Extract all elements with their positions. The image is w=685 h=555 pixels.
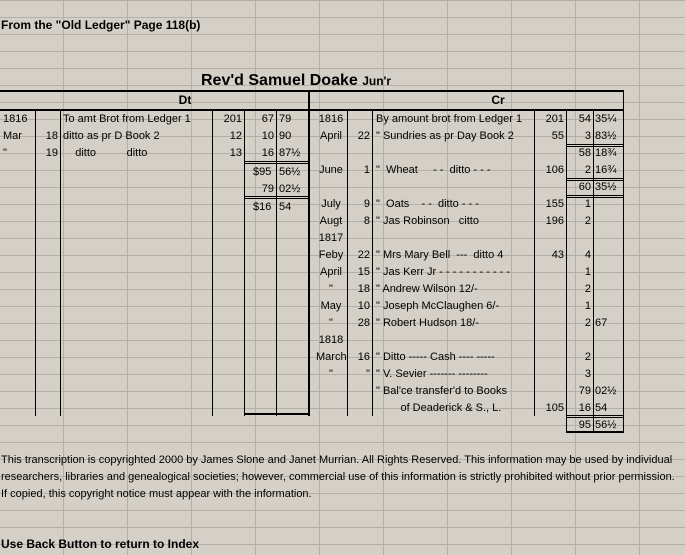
cr-dollars: 2 xyxy=(584,351,591,363)
cr-date-month: " xyxy=(329,317,333,329)
cr-folio: 201 xyxy=(545,113,564,125)
dt-sum1-dollars: $95 xyxy=(253,166,272,178)
cr-date-month: 1818 xyxy=(318,334,344,346)
cr-description: " Oats - - ditto - - - xyxy=(376,198,479,210)
cr-dollars: 3 xyxy=(584,368,591,380)
cr-dollars: 3 xyxy=(584,130,591,142)
cr-date-day: 1 xyxy=(363,164,370,176)
dt-cents: 90 xyxy=(279,130,292,142)
cr-date-day: 10 xyxy=(357,300,370,312)
cr-cents: 18¾ xyxy=(595,147,617,159)
cr-folio: 55 xyxy=(551,130,564,142)
dt-folio: 201 xyxy=(223,113,242,125)
dt-description: ditto ditto xyxy=(63,147,148,159)
cr-description: " Joseph McClaughen 6/- xyxy=(376,300,500,312)
dt-date-day: 19 xyxy=(45,147,58,159)
dt-dollars: 10 xyxy=(261,130,274,142)
cr-date-day: 16 xyxy=(357,351,370,363)
table-top-rule xyxy=(0,90,624,92)
cr-col-divider xyxy=(372,110,373,416)
back-to-index-note: Use Back Button to return to Index xyxy=(1,537,200,551)
cr-cents: 56½ xyxy=(595,419,617,431)
dt-cents: 87½ xyxy=(279,147,301,159)
dt-date-month: " xyxy=(3,147,7,159)
dt-folio: 12 xyxy=(229,130,242,142)
cr-description: " Mrs Mary Bell --- ditto 4 xyxy=(376,249,504,261)
cr-dollars: 1 xyxy=(584,198,591,210)
cr-description: " Jas Robinson citto xyxy=(376,215,479,227)
cr-description: " Bal'ce transfer'd to Books xyxy=(376,385,508,397)
account-suffix: Jun'r xyxy=(362,74,392,88)
cr-date-month: April xyxy=(319,266,342,278)
dt-dollars: 16 xyxy=(261,147,274,159)
cr-dollars: 2 xyxy=(584,215,591,227)
dt-col-divider xyxy=(276,110,277,416)
cr-dollars: 58 xyxy=(578,147,591,159)
dt-bottom-rule xyxy=(244,413,308,415)
dt-date-month: 1816 xyxy=(3,113,28,125)
account-name: Rev'd Samuel Doake xyxy=(201,72,358,89)
cr-dollars: 2 xyxy=(584,164,591,176)
cr-date-month: April xyxy=(319,130,342,142)
dt-cents: 79 xyxy=(279,113,292,125)
cr-cents: 54 xyxy=(595,402,608,414)
copyright-notice: This transcription is copyrighted 2000 by James Slone and Janet Murrian. All Rights Reserved. This information may be used by individual researchers, libraries and genealogical societies; however, commercial use of this information is strictly prohibited without prior permission. If copied, this copyright notice must appear with the information. xyxy=(1,454,675,500)
dt-total-cents: 54 xyxy=(279,201,292,213)
cr-date-day: 22 xyxy=(357,130,370,142)
cr-date-month: March xyxy=(316,351,347,363)
cr-dollars: 60 xyxy=(578,181,591,193)
cr-dollars: 1 xyxy=(584,266,591,278)
dt-total-dollars: $16 xyxy=(253,201,272,213)
cr-date-day: 15 xyxy=(357,266,370,278)
cr-cents: 16¾ xyxy=(595,164,617,176)
cr-dollars: 54 xyxy=(578,113,591,125)
cr-date-day: 8 xyxy=(363,215,370,227)
dt-date-day: 18 xyxy=(45,130,58,142)
cr-date-month: Augt xyxy=(319,215,343,227)
cr-description: By amount brot from Ledger 1 xyxy=(376,113,523,125)
debit-header: Dt xyxy=(178,93,192,107)
cr-date-day: 9 xyxy=(363,198,370,210)
cr-description: " Jas Kerr Jr - - - - - - - - - - - xyxy=(376,266,511,278)
cr-dollars: 2 xyxy=(584,317,591,329)
credit-header: Cr xyxy=(491,93,505,107)
cr-cents: 83½ xyxy=(595,130,617,142)
cr-date-month: Feby xyxy=(318,249,344,261)
cr-cents: 67 xyxy=(595,317,608,329)
cr-date-month: " xyxy=(329,368,333,380)
cr-date-month: July xyxy=(321,198,341,210)
cr-description: of Deaderick & S., L. xyxy=(376,402,502,414)
cr-col-divider xyxy=(593,110,594,432)
dt-sum2-dollars: 79 xyxy=(261,183,274,195)
cr-cents: 35½ xyxy=(595,181,617,193)
dt-date-month: Mar xyxy=(3,130,22,142)
dt-folio: 13 xyxy=(229,147,242,159)
cr-date-day: 18 xyxy=(357,283,370,295)
dt-description: ditto as pr D Book 2 xyxy=(63,130,160,142)
dt-description: To amt Brot from Ledger 1 xyxy=(63,113,191,125)
cr-date-month: May xyxy=(320,300,342,312)
cr-date-day: " xyxy=(366,368,370,380)
cr-description: " Andrew Wilson 12/- xyxy=(376,283,478,295)
cr-dollars: 95 xyxy=(578,419,591,431)
cr-date-month: June xyxy=(319,164,343,176)
cr-date-month: 1817 xyxy=(318,232,344,244)
cr-date-day: 28 xyxy=(357,317,370,329)
cr-description: " V. Sevier ------- -------- xyxy=(376,368,488,380)
cr-dollars: 1 xyxy=(584,300,591,312)
dt-sum2-cents: 02½ xyxy=(279,183,301,195)
cr-description: " Robert Hudson 18/- xyxy=(376,317,479,329)
cr-folio: 105 xyxy=(545,402,564,414)
source-caption: From the "Old Ledger" Page 118(b) xyxy=(1,18,201,32)
cr-cents: 35¼ xyxy=(595,113,617,125)
cr-dollars: 16 xyxy=(578,402,591,414)
cr-date-day: 22 xyxy=(357,249,370,261)
dt-sum1-cents: 56½ xyxy=(279,166,301,178)
cr-col-divider xyxy=(623,90,624,432)
cr-description: " Wheat - - ditto - - - xyxy=(376,164,491,176)
cr-cents: 02½ xyxy=(595,385,617,397)
cr-dollars: 4 xyxy=(584,249,591,261)
cr-date-month: " xyxy=(329,283,333,295)
ledger-center-rule xyxy=(308,90,310,416)
cr-description: " Sundries as pr Day Book 2 xyxy=(376,130,514,142)
cr-description: " Ditto ----- Cash ---- ----- xyxy=(376,351,495,363)
cr-dollars: 2 xyxy=(584,283,591,295)
cr-folio: 155 xyxy=(545,198,564,210)
dt-dollars: 67 xyxy=(261,113,274,125)
cr-date-month: 1816 xyxy=(318,113,344,125)
cr-dollars: 79 xyxy=(578,385,591,397)
cr-folio: 106 xyxy=(545,164,564,176)
dt-col-divider xyxy=(60,110,61,416)
ledger-title xyxy=(201,71,391,91)
cr-folio: 43 xyxy=(551,249,564,261)
cr-folio: 196 xyxy=(545,215,564,227)
